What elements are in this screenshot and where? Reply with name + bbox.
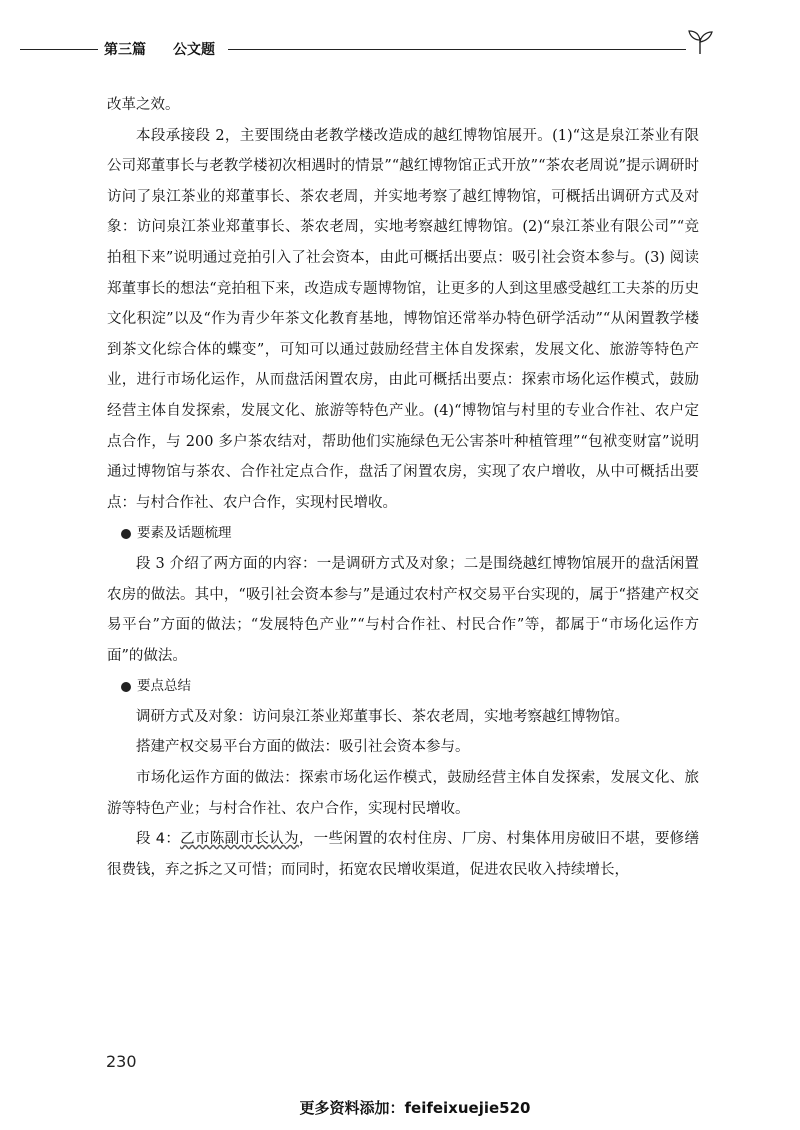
- header-rule-right: [228, 49, 686, 50]
- body-text: [107, 90, 699, 885]
- footer-note: 更多资料添加：feifeixuejie520: [299, 1099, 531, 1117]
- paragraph: 市场化运作方面的做法：探索市场化运作模式，鼓励经营主体自发探索，发展文化、旅游等特色产业；与村合作社、农户合作，实现村民增收。: [107, 770, 699, 817]
- section-heading-label: 要点总结: [137, 678, 191, 695]
- sprout-icon: [684, 28, 716, 56]
- bullet-icon: [121, 682, 131, 692]
- bullet-icon: [121, 529, 131, 539]
- page-number: 230: [106, 1052, 137, 1071]
- paragraph: 段 3 介绍了两方面的内容：一是调研方式及对象；二是围绕越红博物馆展开的盘活闲置农房的做法。其中，“吸引社会资本参与”是通过农村产权交易平台实现的，属于“搭建产权交易平台”方面的做法；“发展特色产业”“与村合作社、村民合作”等，都属于“市场化运作方面”的做法。: [107, 555, 699, 664]
- paragraph: 搭建产权交易平台方面的做法：吸引社会资本参与。: [136, 739, 470, 756]
- header-rule-left: [20, 49, 98, 50]
- underlined-phrase: 乙市陈副市长认为: [180, 831, 299, 848]
- page-header: [0, 22, 800, 62]
- paragraph: 调研方式及对象：访问泉江茶业郑董事长、茶农老周，实地考察越红博物馆。: [136, 708, 629, 725]
- header-title: 公文题: [173, 42, 215, 58]
- header-section-label: 第三篇: [104, 42, 146, 58]
- section-heading: [107, 518, 699, 549]
- paragraph: 改革之效。: [107, 97, 180, 113]
- section-heading-label: 要素及话题梳理: [137, 525, 232, 542]
- paragraph: 本段承接段 2，主要围绕由老教学楼改造成的越红博物馆展开。(1)“这是泉江茶业有限公司郑董事长与老教学楼初次相遇时的情景”“越红博物馆正式开放”“茶农老周说”提示调研时访问了泉江茶业的郑董事长、茶农老周，并实地考察了越红博物馆，可概括出调研方式及对象：访问泉江茶业郑董事长、茶农老周，实地考察越红博物馆。(2)“泉江茶业有限公司”“竞拍租下来”说明通过竞拍引入了社会资本，由此可概括出要点：吸引社会资本参与。(3) 阅读郑董事长的想法“竞拍租下来，改造成专题博物馆，让更多的人到这里感受越红工夫茶的历史文化积淀”以及“作为青少年茶文化教育基地，博物馆还常举办特色研学活动”“从闲置教学楼到茶文化综合体的蝶变”，可知可以通过鼓励经营主体自发探索，发展文化、旅游等特色产业，进行市场化运作，从而盘活闲置农房，由此可概括出要点：探索市场化运作模式，鼓励经营主体自发探索，发展文化、旅游等特色产业。(4)“博物馆与村里的专业合作社、农户定点合作，与 200 多户茶农结对，帮助他们实施绿色无公害茶叶种植管理”“包袱变财富”说明通过博物馆与茶农、合作社定点合作，盘活了闲置农房，实现了农户增收，从中可概括出要点：与村合作社、农户合作，实现村民增收。: [107, 127, 699, 511]
- paragraph-continuation: ，一些闲置的农村住房、厂房、村集体用房破旧不堪，要修缮很费钱，弃之拆之又可惜；而同时，拓宽农民增收渠道，促进农民收入持续增长，: [107, 831, 700, 878]
- section-heading: [107, 671, 699, 702]
- paragraph-lead: 段 4：: [136, 831, 181, 848]
- paragraph: [107, 824, 699, 885]
